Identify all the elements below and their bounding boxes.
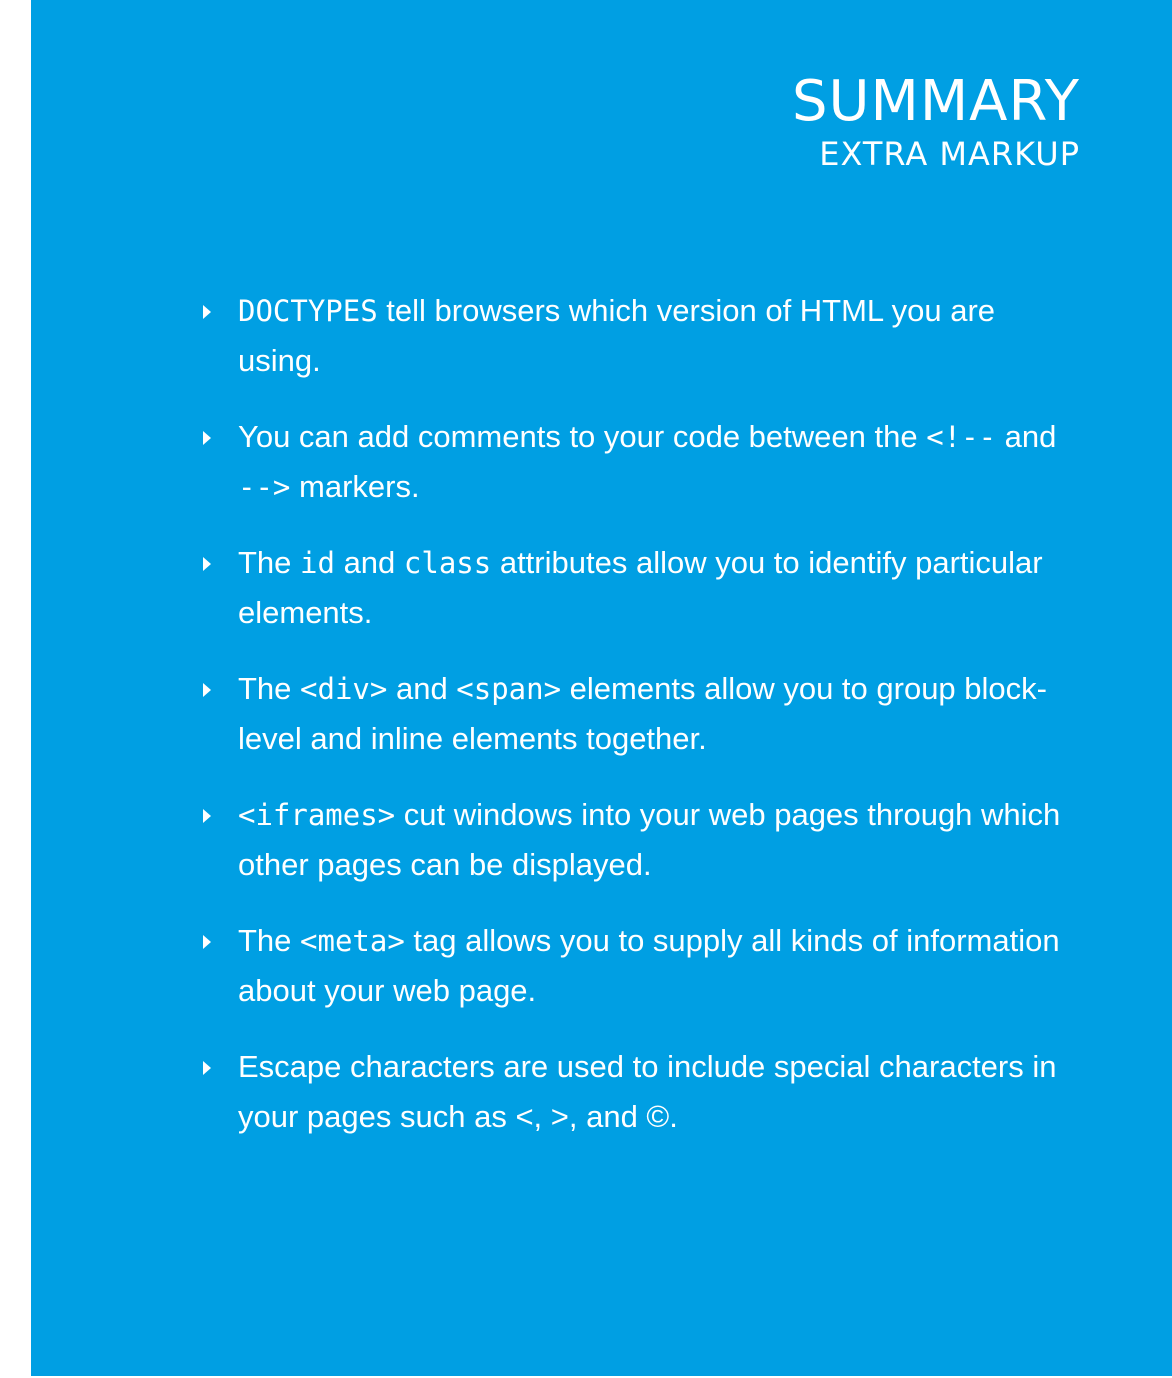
bullet-text: and <box>334 545 404 580</box>
triangle-right-icon <box>203 809 211 823</box>
page-title: SUMMARY <box>791 69 1080 134</box>
summary-panel <box>31 0 1172 1376</box>
code-comment-close: --> <box>238 470 291 504</box>
bullet-text: and <box>996 419 1057 454</box>
triangle-right-icon <box>203 557 211 571</box>
list-item <box>203 790 1063 890</box>
list-item <box>203 1042 1063 1142</box>
triangle-right-icon <box>203 683 211 697</box>
code-doctypes: DOCTYPES <box>238 294 378 328</box>
bullet-text: elements allow you to group block-level and inline elements together. <box>238 671 1047 756</box>
triangle-right-icon <box>203 1061 211 1075</box>
code-id: id <box>300 546 335 580</box>
list-item <box>203 916 1063 1016</box>
summary-list <box>203 286 1063 1168</box>
bullet-text: cut windows into your web pages through which other pages can be displayed. <box>238 797 1061 882</box>
code-meta: <meta> <box>300 924 405 958</box>
triangle-right-icon <box>203 935 211 949</box>
bullet-text: The <box>238 545 301 580</box>
list-item <box>203 664 1063 764</box>
list-item <box>203 412 1063 512</box>
list-item <box>203 286 1063 386</box>
bullet-text: attributes allow you to identify particular elements. <box>238 545 1043 630</box>
list-item <box>203 538 1063 638</box>
code-comment-open: <!-- <box>926 420 997 454</box>
bullet-text: The <box>238 671 301 706</box>
bullet-text: The <box>238 923 301 958</box>
code-span: <span> <box>456 672 562 706</box>
bullet-text: markers. <box>290 469 420 504</box>
bullet-text: tell browsers which version of HTML you are using. <box>238 293 996 378</box>
page-subtitle: EXTRA MARKUP <box>819 135 1080 173</box>
bullet-text: tag allows you to supply all kinds of information about your web page. <box>238 923 1060 1008</box>
code-div: <div> <box>300 672 388 706</box>
triangle-right-icon <box>203 305 211 319</box>
triangle-right-icon <box>203 431 211 445</box>
code-class: class <box>403 546 492 580</box>
heading-block <box>792 70 1080 174</box>
bullet-text: You can add comments to your code between the <box>238 419 927 454</box>
bullet-text: Escape characters are used to include special characters in your pages such as <, >, and ©. <box>238 1049 1057 1134</box>
code-iframes: <iframes> <box>238 798 396 832</box>
bullet-text: and <box>387 671 457 706</box>
